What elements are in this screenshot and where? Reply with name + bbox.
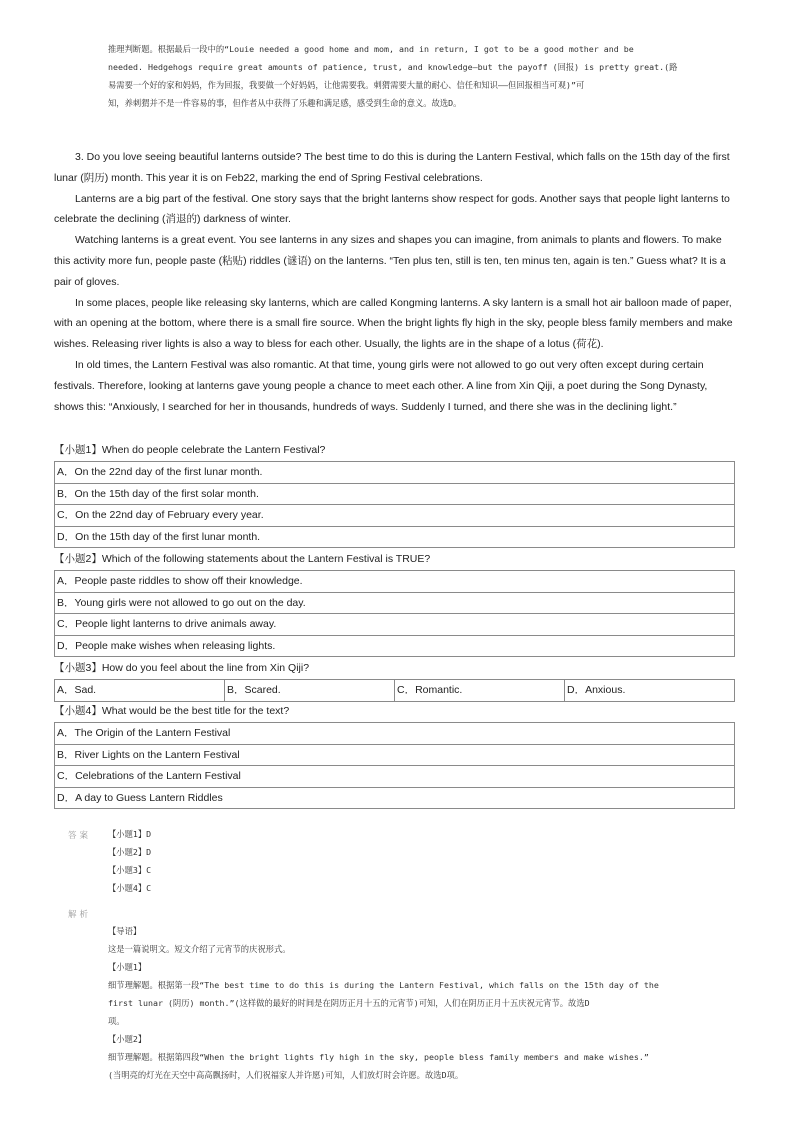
previous-analysis xyxy=(108,40,728,112)
options-table xyxy=(54,679,735,702)
answer-label: 答案 xyxy=(68,831,92,841)
answer-item: 【小题1】D xyxy=(108,829,152,839)
option-c[interactable]: C．Romantic. xyxy=(395,680,565,702)
passage-paragraph-1: 3. Do you love seeing beautiful lanterns outside? The best time to do this is during the Lantern Festival, which falls on the 15th day of the first lunar (阴历) month. This year it is on Feb22, marking the end of Spring Festival celebrations. xyxy=(54,151,730,184)
explanation xyxy=(108,922,720,1084)
option-d[interactable]: D．Anxious. xyxy=(565,680,735,702)
question-stem: 【小题4】What would be the best title for the text? xyxy=(54,705,290,717)
question-2 xyxy=(54,549,735,657)
passage-paragraph-2: Lanterns are a big part of the festival. One story says that the bright lanterns show respect for gods. Another says that people light lanterns to celebrate the declining (消退的) darkness of winter. xyxy=(54,192,730,226)
analysis-label: 解析 xyxy=(68,910,92,920)
option-d[interactable]: D．People make wishes when releasing lights. xyxy=(55,635,735,657)
q1-title: 【小题1】 xyxy=(108,962,147,972)
answer-item: 【小题2】D xyxy=(108,847,152,857)
guide-text: 这是一篇说明文。短文介绍了元宵节的庆祝形式。 xyxy=(108,944,291,954)
passage-paragraph-5: In old times, the Lantern Festival was also romantic. At that time, young girls were not allowed to go out very often except during certain festivals. Therefore, looking at lanterns gave young people a chance to meet each other. A line from Xin Qiji, a poet during the Song Dynasty, shows this: “Anxiously, I searched for her in thousands, hundreds of ways. Suddenly I turned, and there she was in the declining light.” xyxy=(54,358,708,413)
q2-explanation-line: 细节理解题。根据第四段“When the bright lights fly high in the sky, people bless family members and make wishes.” xyxy=(108,1052,649,1062)
option-d[interactable]: D．A day to Guess Lantern Riddles xyxy=(55,787,735,809)
passage-paragraph-3: Watching lanterns is a great event. You see lanterns in any sizes and shapes you can imagine, from animals to plants and flowers. To make this activity more fun, people paste (粘贴) riddles (谜语) on the lanterns. “Ten plus ten, still is ten, ten minus ten, again is ten.” Guess what? It is a pair of gloves. xyxy=(54,234,726,288)
options-table xyxy=(54,722,735,809)
guide-title: 【导语】 xyxy=(108,926,142,936)
analysis-line: 易需要一个好的家和妈妈，作为回报，我要做一个好妈妈，让他需要我。刺猬需要大量的耐心、信任和知识——但回报相当可观)”可 xyxy=(108,80,585,90)
reading-passage xyxy=(54,147,738,417)
option-b[interactable]: B．On the 15th day of the first solar month. xyxy=(55,483,735,505)
answer-item: 【小题3】C xyxy=(108,865,152,875)
question-stem: 【小题3】How do you feel about the line from Xin Qiji? xyxy=(54,662,310,674)
option-b[interactable]: B．Young girls were not allowed to go out on the day. xyxy=(55,592,735,614)
option-c[interactable]: C．People light lanterns to drive animals away. xyxy=(55,614,735,636)
q1-explanation-line: 项。 xyxy=(108,1016,125,1026)
option-b[interactable]: B．Scared. xyxy=(225,680,395,702)
options-table xyxy=(54,461,735,548)
analysis-line: 知，养刺猬并不是一件容易的事，但作者从中获得了乐趣和满足感，感受到生命的意义。故选D。 xyxy=(108,98,462,108)
option-a[interactable]: A．People paste riddles to show off their knowledge. xyxy=(55,571,735,593)
analysis-line: 推理判断题。根据最后一段中的“Louie needed a good home and mom, and in return, I got to be a good mother and be xyxy=(108,44,634,54)
question-stem: 【小题1】When do people celebrate the Lantern Festival? xyxy=(54,444,326,456)
q1-explanation-line: first lunar (阴历) month.”(这样做的最好的时间是在阴历正月十五的元宵节)可知，人们在阴历正月十五庆祝元宵节。故选D xyxy=(108,998,590,1008)
question-1 xyxy=(54,440,735,548)
question-4 xyxy=(54,701,735,809)
options-table xyxy=(54,570,735,657)
answer-item: 【小题4】C xyxy=(108,883,152,893)
option-a[interactable]: A．On the 22nd day of the first lunar month. xyxy=(55,462,735,484)
option-c[interactable]: C．Celebrations of the Lantern Festival xyxy=(55,766,735,788)
q1-explanation-line: 细节理解题。根据第一段“The best time to do this is during the Lantern Festival, which falls on the 15th day of the xyxy=(108,980,659,990)
option-a[interactable]: A．The Origin of the Lantern Festival xyxy=(55,723,735,745)
question-stem: 【小题2】Which of the following statements about the Lantern Festival is TRUE? xyxy=(54,553,431,565)
option-c[interactable]: C．On the 22nd day of February every year. xyxy=(55,505,735,527)
option-a[interactable]: A．Sad. xyxy=(55,680,225,702)
question-3 xyxy=(54,658,735,702)
passage-paragraph-4: In some places, people like releasing sky lanterns, which are called Kongming lanterns. A sky lantern is a small hot air balloon made of paper, with an opening at the bottom, where there is a small fire source. When the bright lights fly high in the sky, people bless family members and make wishes. Releasing river lights is also a way to bless for each other. Usually, the lights are in the shape of a lotus (荷花). xyxy=(54,296,733,351)
analysis-line: needed. Hedgehogs require great amounts of patience, trust, and knowledge—but the payoff (回报) is pretty great.(路 xyxy=(108,62,678,72)
option-d[interactable]: D．On the 15th day of the first lunar month. xyxy=(55,526,735,548)
option-b[interactable]: B．River Lights on the Lantern Festival xyxy=(55,744,735,766)
answer-list xyxy=(108,825,151,897)
q2-title: 【小题2】 xyxy=(108,1034,147,1044)
q2-explanation-line: (当明亮的灯光在天空中高高飘扬时，人们祝福家人并许愿)可知，人们放灯时会许愿。故选D项。 xyxy=(108,1070,464,1080)
